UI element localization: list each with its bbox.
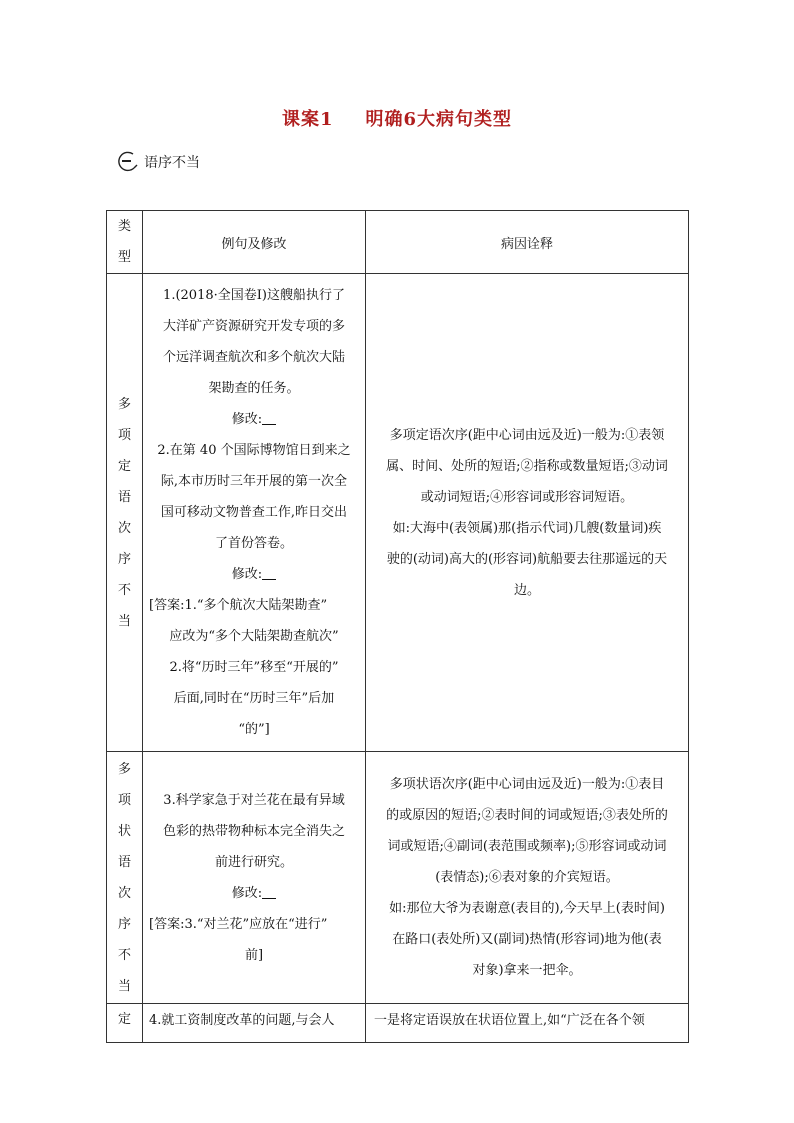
example-line: 色彩的热带物种标本完全消失之 [162,823,345,839]
example-line: 国可移动文物普查工作,昨日交出 [160,505,348,520]
type-char: 次 [117,885,131,901]
explain-line: 对象)拿来一把伞。 [472,963,582,978]
modify-line [149,878,359,909]
example-cell [143,1004,366,1043]
type-char: 项 [117,427,131,443]
type-char: 当 [117,978,131,994]
type-cell-attributive [107,274,143,752]
title-lesson: 课案1 [281,109,334,130]
explain-line: 的或原因的短语;②表时间的词或短语;③表处所的 [386,808,668,823]
explain-line: 如:大海中(表领属)那(指示代词)几艘(数量词)疾 [392,520,662,536]
explain-cell [366,1004,689,1043]
header-type-char: 型 [117,250,131,265]
explain-line: 多项定语次序(距中心词由远及近)一般为:①表领 [389,427,665,443]
header-example: 例句及修改 [143,211,366,274]
modify-label: 修改: [231,885,263,901]
type-char: 不 [117,582,131,598]
explain-line: 属、时间、处所的短语;②指称或数量短语;③动词 [386,458,668,474]
explain-line: 一是将定语误放在状语位置上,如“广泛在各个领 [374,1013,645,1028]
type-char: 序 [117,916,131,932]
explain-cell [366,752,689,1004]
explain-line: 驶的(动词)高大的(形容词)航船要去往那遥远的天 [386,551,668,567]
example-line: 前进行研究。 [214,854,293,870]
type-char: 语 [117,854,131,870]
explain-cell [366,274,689,752]
example-line: 架勘查的任务。 [208,381,300,396]
explain-line: 如:那位大爷为表谢意(表目的),今天早上(表时间) [389,901,665,916]
type-char: 状 [117,823,131,839]
header-explain: 病因诠释 [366,211,689,274]
table-row [107,1004,689,1043]
type-char: 定 [117,1012,131,1027]
answer-blank[interactable] [262,410,276,425]
example-line: 3.科学家急于对兰花在最有异域 [163,792,345,808]
answer-line: “的”] [238,722,270,737]
explain-line: (表情态);⑥表对象的介宾短语。 [435,870,619,885]
header-type-char: 类 [117,219,131,234]
example-line: 1.(2018·全国卷Ⅰ)这艘船执行了 [163,288,345,303]
answer-line: 2.将“历时三年”移至“开展的” [169,660,339,675]
modify-label: 修改: [231,412,263,427]
example-line: 了首份答卷。 [214,536,293,551]
answer-line: 应改为“多个大陆架勘查航次” [169,629,339,644]
type-char: 项 [117,792,131,808]
table-row [107,752,689,1004]
answer-line: 前] [244,947,264,963]
type-cell-misplaced [107,1004,143,1043]
section-heading [114,148,200,174]
answer-line: [答案:1.“多个航次大陆架勘查” [149,598,328,613]
answer-blank[interactable] [262,565,276,580]
answer-line: 后面,同时在“历时三年”后加 [173,691,335,706]
modify-line [149,404,359,435]
answer-line: [答案:3.“对兰花”应放在“进行” [149,916,328,932]
modify-label: 修改: [231,567,263,582]
section-title: 语序不当 [144,155,200,171]
type-char: 多 [117,396,131,412]
type-char: 当 [117,613,131,629]
type-char: 不 [117,947,131,963]
sentence-error-table [106,210,689,1043]
header-type [107,211,143,274]
type-char: 定 [117,458,131,474]
explain-line: 或动词短语;④形容词或形容词短语。 [420,489,634,505]
type-cell-adverbial [107,752,143,1004]
section-one-icon [114,148,140,174]
modify-line [149,559,359,590]
explain-line: 词或短语;④副词(表范围或频率);⑤形容词或动词 [387,839,667,854]
example-line: 4.就工资制度改革的问题,与会人 [149,1013,335,1028]
type-char: 多 [117,761,131,777]
type-char: 次 [117,520,131,536]
example-line: 际,本市历时三年开展的第一次全 [160,474,348,489]
example-line: 2.在第 40 个国际博物馆日到来之 [157,443,351,458]
explain-line: 边。 [513,582,540,598]
example-cell [143,752,366,1004]
table-row [107,274,689,752]
title-topic: 明确6大病句类型 [365,109,513,130]
table-header-row [107,211,689,274]
type-char: 语 [117,489,131,505]
explain-line: 多项状语次序(距中心词由远及近)一般为:①表目 [389,777,665,792]
answer-blank[interactable] [262,884,276,899]
page-title [0,105,794,131]
example-cell [143,274,366,752]
example-line: 个远洋调查航次和多个航次大陆 [162,350,345,365]
example-line: 大洋矿产资源研究开发专项的多 [162,319,345,334]
explain-line: 在路口(表处所)又(副词)热情(形容词)地为他(表 [392,932,662,947]
type-char: 序 [117,551,131,567]
